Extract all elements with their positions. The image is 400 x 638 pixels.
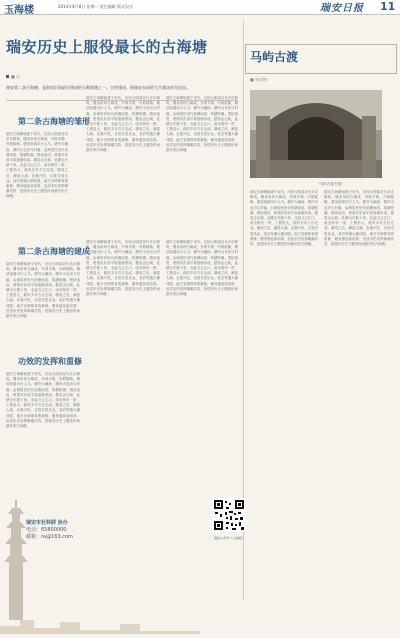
article-column-1c: 瑞安古海塘始建于宋代，历经元明清各代多次修筑，塘身用块石砌成，外坡平缓，内坡陡峭，塘顶宽阔可行人马。塘外为潮涂，塘内为农田与村落，沿海居民世代依塘而居，筑塘防潮，围涂造田，使瑞安东部平原逐渐形成。据县志记载，此塘全长数十里，北起飞云江口，南至海安一带，工程浩大，耗时多年方告完成。塘成之后，潮患大减，农桑兴旺，百姓安居乐业。其后每遇大潮冲毁，地方官绅即募资重修，塘身屡加高培厚，至清末仍发挥御潮功效，是瑞安历史上服役时间最长的古海塘。 [6, 372, 80, 429]
skyline-decoration [0, 604, 400, 634]
sidebar-byline: ■ 林成锡 [250, 77, 268, 82]
article-column-2a: 瑞安古海塘始建于宋代，历经元明清各代多次修筑，塘身用块石砌成，外坡平缓，内坡陡峭，塘顶宽阔可行人马。塘外为潮涂，塘内为农田与村落，沿海居民世代依塘而居，筑塘防潮，围涂造田，使瑞安东部平原逐渐形成。据县志记载，此塘全长数十里，北起飞云江口，南至海安一带，工程浩大，耗时多年方告完成。塘成之后，潮患大减，农桑兴旺，百姓安居乐业。其后每遇大潮冲毁，地方官绅即募资重修，塘身屡加高培厚，至清末仍发挥御潮功效，是瑞安历史上服役时间最长的古海塘。 [86, 96, 160, 153]
byline-text: ■ 吴 [11, 74, 21, 79]
pagoda-icon [4, 500, 28, 620]
pagoda-illustration [4, 500, 28, 620]
qr-code[interactable] [212, 498, 246, 532]
byline-marker-icon [6, 75, 9, 78]
article-lede: 瑞安第二条古海塘，是浙南沿海最早建成的石砌海塘之一。它的建成，使瑞安东部的大片滩涂成为良田。 [6, 85, 190, 90]
old-ferry-image-icon [250, 90, 382, 178]
article-title: 瑞安历史上服役最长的古海塘 [6, 38, 208, 56]
svg-text:瑞安日报: 瑞安日报 [320, 3, 364, 13]
sponsor-line: 瑞安市社科联 协办 [26, 520, 68, 526]
photo-caption: "马屿古渡"旧影 [318, 182, 343, 186]
section-heading-2: 第二条古海塘的建成 [18, 246, 90, 256]
section-heading-1: 第二条古海塘的雏形 [18, 116, 90, 126]
sidebar-column-1: 瑞安古海塘始建于宋代，历经元明清各代多次修筑，塘身用块石砌成，外坡平缓，内坡陡峭，塘顶宽阔可行人马。塘外为潮涂，塘内为农田与村落，沿海居民世代依塘而居，筑塘防潮，围涂造田，使瑞安东部平原逐渐形成。据县志记载，此塘全长数十里，北起飞云江口，南至海安一带，工程浩大，耗时多年方告完成。塘成之后，潮患大减，农桑兴旺，百姓安居乐业。其后每遇大潮冲毁，地方官绅即募资重修，塘身屡加高培厚，至清末仍发挥御潮功效，是瑞安历史上服役时间最长的古海塘。 [250, 190, 318, 247]
footer-sponsor [26, 520, 73, 541]
sidebar-title: 马屿古渡 [250, 50, 299, 64]
header-info: 2014年8月8日 星期一 责任编辑 版式设计 [58, 4, 134, 9]
section-name: 玉海楼 [4, 5, 34, 16]
article-column-1a: 瑞安古海塘始建于宋代，历经元明清各代多次修筑，塘身用块石砌成，外坡平缓，内坡陡峭，塘顶宽阔可行人马。塘外为潮涂，塘内为农田与村落，沿海居民世代依塘而居，筑塘防潮，围涂造田，使瑞安东部平原逐渐形成。据县志记载，此塘全长数十里，北起飞云江口，南至海安一带，工程浩大，耗时多年方告完成。塘成之后，潮患大减，农桑兴旺，百姓安居乐业。其后每遇大潮冲毁，地方官绅即募资重修，塘身屡加高培厚，至清末仍发挥御潮功效，是瑞安历史上服役时间最长的古海塘。 [6, 132, 68, 199]
article-byline [6, 74, 20, 80]
sidebar-column-2: 瑞安古海塘始建于宋代，历经元明清各代多次修筑，塘身用块石砌成，外坡平缓，内坡陡峭，塘顶宽阔可行人马。塘外为潮涂，塘内为农田与村落，沿海居民世代依塘而居，筑塘防潮，围涂造田，使瑞安东部平原逐渐形成。据县志记载，此塘全长数十里，北起飞云江口，南至海安一带，工程浩大，耗时多年方告完成。塘成之后，潮患大减，农桑兴旺，百姓安居乐业。其后每遇大潮冲毁，地方官绅即募资重修，塘身屡加高培厚，至清末仍发挥御潮功效，是瑞安历史上服役时间最长的古海塘。 [324, 190, 394, 247]
logo-icon [318, 1, 376, 13]
article-column-3a: 瑞安古海塘始建于宋代，历经元明清各代多次修筑，塘身用块石砌成，外坡平缓，内坡陡峭，塘顶宽阔可行人马。塘外为潮涂，塘内为农田与村落，沿海居民世代依塘而居，筑塘防潮，围涂造田，使瑞安东部平原逐渐形成。据县志记载，此塘全长数十里，北起飞云江口，南至海安一带，工程浩大，耗时多年方告完成。塘成之后，潮患大减，农桑兴旺，百姓安居乐业。其后每遇大潮冲毁，地方官绅即募资重修，塘身屡加高培厚，至清末仍发挥御潮功效，是瑞安历史上服役时间最长的古海塘。 [166, 96, 238, 153]
article-column-2b: 瑞安古海塘始建于宋代，历经元明清各代多次修筑，塘身用块石砌成，外坡平缓，内坡陡峭，塘顶宽阔可行人马。塘外为潮涂，塘内为农田与村落，沿海居民世代依塘而居，筑塘防潮，围涂造田，使瑞安东部平原逐渐形成。据县志记载，此塘全长数十里，北起飞云江口，南至海安一带，工程浩大，耗时多年方告完成。塘成之后，潮患大减，农桑兴旺，百姓安居乐业。其后每遇大潮冲毁，地方官绅即募资重修，塘身屡加高培厚，至清末仍发挥御潮功效，是瑞安历史上服役时间最长的古海塘。 [86, 240, 160, 297]
article-column-3b: 瑞安古海塘始建于宋代，历经元明清各代多次修筑，塘身用块石砌成，外坡平缓，内坡陡峭，塘顶宽阔可行人马。塘外为潮涂，塘内为农田与村落，沿海居民世代依塘而居，筑塘防潮，围涂造田，使瑞安东部平原逐渐形成。据县志记载，此塘全长数十里，北起飞云江口，南至海安一带，工程浩大，耗时多年方告完成。塘成之后，潮患大减，农桑兴旺，百姓安居乐业。其后每遇大潮冲毁，地方官绅即募资重修，塘身屡加高培厚，至清末仍发挥御潮功效，是瑞安历史上服役时间最长的古海塘。 [166, 240, 238, 297]
section-heading-3: 功效的发挥和重修 [18, 356, 82, 366]
qr-code-icon [212, 498, 246, 532]
article-column-1b: 瑞安古海塘始建于宋代，历经元明清各代多次修筑，塘身用块石砌成，外坡平缓，内坡陡峭，塘顶宽阔可行人马。塘外为潮涂，塘内为农田与村落，沿海居民世代依塘而居，筑塘防潮，围涂造田，使瑞安东部平原逐渐形成。据县志记载，此塘全长数十里，北起飞云江口，南至海安一带，工程浩大，耗时多年方告完成。塘成之后，潮患大减，农桑兴旺，百姓安居乐业。其后每遇大潮冲毁，地方官绅即募资重修，塘身屡加高培厚，至清末仍发挥御潮功效，是瑞安历史上服役时间最长的古海塘。 [6, 262, 80, 319]
page-number: 11 [380, 0, 396, 13]
skyline-icon [0, 604, 400, 634]
newspaper-logo [318, 1, 376, 13]
ferry-photo [250, 90, 382, 178]
email-line: 邮箱：ra@163.com [26, 534, 73, 540]
qr-caption: 微信公众号"人文瑞安" [214, 536, 244, 540]
phone-line: 电话：65800000 [26, 527, 67, 533]
